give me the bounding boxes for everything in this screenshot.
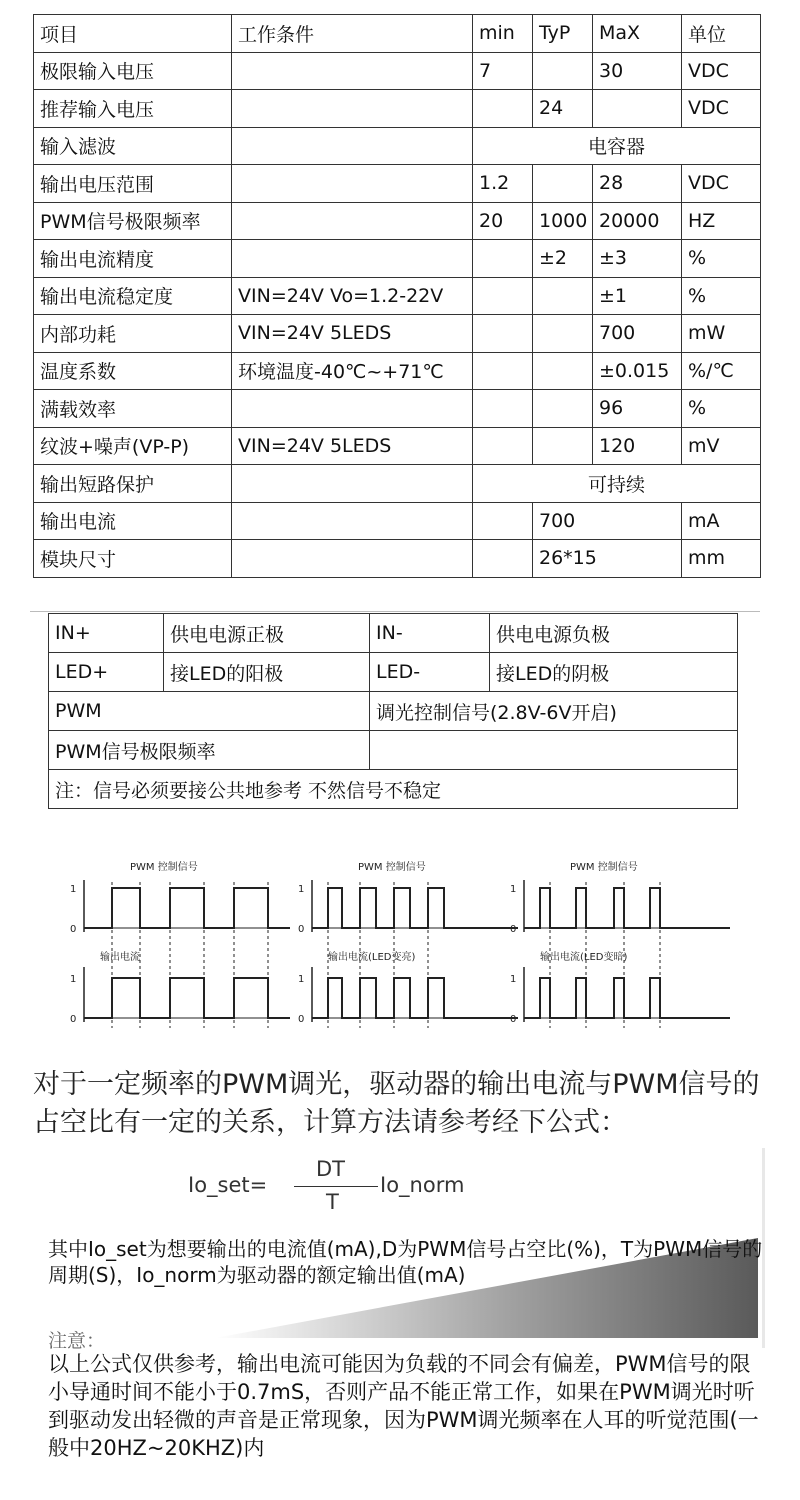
table-row	[34, 427, 761, 465]
table-cell: 纹波+噪声(VP-P)	[34, 427, 232, 465]
pin-table	[48, 613, 738, 809]
table-cell: VIN=24V Vo=1.2-22V	[232, 277, 473, 315]
table-cell	[533, 165, 593, 203]
table-cell: VIN=24V 5LEDS	[232, 427, 473, 465]
pin-desc: 调光控制信号(2.8V-6V开启)	[370, 692, 738, 731]
fraction-bar	[294, 1186, 378, 1187]
pin-note: 注：信号必须要接公共地参考 不然信号不稳定	[49, 770, 738, 809]
pin-desc: 接LED的阴极	[490, 653, 738, 692]
divider	[30, 611, 760, 612]
table-cell: %	[682, 240, 761, 278]
table-cell: 输出电流稳定度	[34, 277, 232, 315]
level-label: 1	[70, 884, 77, 895]
table-row	[34, 90, 761, 128]
table-cell: 工作条件	[232, 15, 473, 53]
table-cell: 20000	[593, 202, 682, 240]
note-label: 注意：	[48, 1330, 106, 1352]
level-label: 1	[510, 884, 517, 895]
table-cell	[232, 502, 473, 540]
table-cell	[533, 277, 593, 315]
pin-row	[49, 770, 738, 809]
formula-numerator: DT	[316, 1157, 345, 1181]
table-cell: ±0.015	[593, 352, 682, 390]
table-cell: PWM信号极限频率	[34, 202, 232, 240]
table-cell	[473, 315, 533, 353]
pin-name: IN-	[370, 614, 490, 653]
table-header-row	[34, 15, 761, 53]
table-cell: TyP	[533, 15, 593, 53]
table-cell: 输入滤波	[34, 127, 232, 165]
table-cell: 1.2	[473, 165, 533, 203]
table-row	[34, 540, 761, 578]
table-cell	[232, 240, 473, 278]
output-label: 输出电流	[100, 952, 140, 963]
table-row	[34, 502, 761, 540]
table-cell	[232, 52, 473, 90]
level-label: 0	[298, 924, 305, 935]
pin-desc: 供电电源负极	[490, 614, 738, 653]
level-label: 0	[70, 1014, 77, 1025]
level-label: 1	[298, 974, 305, 985]
table-cell: 内部功耗	[34, 315, 232, 353]
level-label: 1	[510, 974, 517, 985]
table-cell: mW	[682, 315, 761, 353]
table-cell	[232, 540, 473, 578]
table-cell: 推荐输入电压	[34, 90, 232, 128]
table-cell: 模块尺寸	[34, 540, 232, 578]
table-cell: 输出电流	[34, 502, 232, 540]
formula-lhs: Io_set=	[188, 1173, 268, 1197]
table-cell: %/℃	[682, 352, 761, 390]
table-cell	[232, 165, 473, 203]
table-cell: 24	[533, 90, 593, 128]
formula-rhs: Io_norm	[380, 1173, 465, 1197]
table-row	[34, 202, 761, 240]
table-cell: 20	[473, 202, 533, 240]
level-label: 0	[510, 924, 517, 935]
table-cell	[473, 90, 533, 128]
table-row	[34, 165, 761, 203]
table-row	[34, 390, 761, 428]
table-cell	[232, 390, 473, 428]
table-cell: 1000	[533, 202, 593, 240]
table-cell: 700	[533, 502, 682, 540]
table-cell	[533, 427, 593, 465]
level-label: 0	[70, 924, 77, 935]
output-current-trace	[84, 978, 290, 1018]
table-cell: 项目	[34, 15, 232, 53]
output-label: 输出电流(LED变暗)	[540, 952, 628, 963]
pin-row	[49, 692, 738, 731]
table-cell: 可持续	[473, 465, 761, 503]
table-cell: 电容器	[473, 127, 761, 165]
table-cell: mA	[682, 502, 761, 540]
table-row	[34, 52, 761, 90]
table-cell: 温度系数	[34, 352, 232, 390]
table-cell	[232, 90, 473, 128]
output-current-trace	[312, 978, 518, 1018]
pwm-signal-trace	[84, 888, 290, 928]
table-cell	[533, 352, 593, 390]
spec-table	[33, 14, 761, 578]
description-paragraph: 对于一定频率的PWM调光，驱动器的输出电流与PWM信号的占空比有一定的关系，计算方法请参考经下公式：	[33, 1069, 760, 1138]
formula-denominator: T	[326, 1190, 339, 1214]
pin-desc: 供电电源正极	[164, 614, 370, 653]
table-cell: 输出电流精度	[34, 240, 232, 278]
table-row	[34, 352, 761, 390]
table-cell: 700	[593, 315, 682, 353]
table-row	[34, 240, 761, 278]
pin-desc: 接LED的阳极	[164, 653, 370, 692]
waveform-title: PWM 控制信号	[570, 862, 638, 873]
output-label: 输出电流(LED变亮)	[328, 952, 416, 963]
table-cell	[473, 427, 533, 465]
table-cell	[232, 202, 473, 240]
table-cell: VIN=24V 5LEDS	[232, 315, 473, 353]
table-cell: 7	[473, 52, 533, 90]
table-cell: mm	[682, 540, 761, 578]
output-current-trace	[524, 978, 730, 1018]
table-cell: ±3	[593, 240, 682, 278]
table-cell	[232, 465, 473, 503]
table-cell	[473, 390, 533, 428]
table-cell: 单位	[682, 15, 761, 53]
pin-name: IN+	[49, 614, 164, 653]
table-cell: ±1	[593, 277, 682, 315]
table-row	[34, 465, 761, 503]
level-label: 0	[298, 1014, 305, 1025]
table-cell	[473, 540, 533, 578]
table-cell: 满载效率	[34, 390, 232, 428]
table-cell	[533, 390, 593, 428]
pin-row	[49, 731, 738, 770]
table-cell: 极限输入电压	[34, 52, 232, 90]
pin-row	[49, 614, 738, 653]
table-cell	[593, 90, 682, 128]
table-cell: 输出电压范围	[34, 165, 232, 203]
pin-name: LED+	[49, 653, 164, 692]
table-cell	[473, 502, 533, 540]
table-cell: MaX	[593, 15, 682, 53]
waveform-title: PWM 控制信号	[130, 862, 198, 873]
table-cell: 120	[593, 427, 682, 465]
table-cell	[473, 352, 533, 390]
table-row	[34, 277, 761, 315]
table-row	[34, 315, 761, 353]
note-text: 以上公式仅供参考，输出电流可能因为负载的不同会有偏差，PWM信号的限小导通时间不能小于0.7mS，否则产品不能正常工作，如果在PWM调光时听到驱动发出轻微的声音是正常现象，因为PWM调光频率在人耳的听觉范围(一般中20HZ~20KHZ)内	[48, 1352, 759, 1460]
table-cell: min	[473, 15, 533, 53]
table-cell: ±2	[533, 240, 593, 278]
pwm-signal-trace	[524, 888, 730, 928]
table-cell	[473, 277, 533, 315]
table-cell: 环境温度-40℃~+71℃	[232, 352, 473, 390]
pin-desc	[370, 731, 738, 770]
pin-name: PWM信号极限频率	[49, 731, 370, 770]
table-cell: mV	[682, 427, 761, 465]
pwm-waveform-diagram	[60, 852, 740, 1032]
table-cell: 28	[593, 165, 682, 203]
table-cell: %	[682, 390, 761, 428]
pin-name: PWM	[49, 692, 370, 731]
pin-row	[49, 653, 738, 692]
waveform-title: PWM 控制信号	[358, 862, 426, 873]
pwm-signal-trace	[312, 888, 518, 928]
table-cell: VDC	[682, 165, 761, 203]
level-label: 0	[510, 1014, 517, 1025]
table-row	[34, 127, 761, 165]
table-cell: 输出短路保护	[34, 465, 232, 503]
table-cell	[533, 315, 593, 353]
table-cell	[232, 127, 473, 165]
table-cell: 96	[593, 390, 682, 428]
table-cell: %	[682, 277, 761, 315]
formula-explanation: 其中Io_set为想要输出的电流值(mA),D为PWM信号占空比(%)，T为PWM信号的周期(S)，Io_norm为驱动器的额定输出值(mA)	[48, 1237, 763, 1287]
table-cell: VDC	[682, 52, 761, 90]
table-cell: VDC	[682, 90, 761, 128]
table-cell: 30	[593, 52, 682, 90]
table-cell	[473, 240, 533, 278]
table-cell: 26*15	[533, 540, 682, 578]
table-cell	[533, 52, 593, 90]
level-label: 1	[70, 974, 77, 985]
level-label: 1	[298, 884, 305, 895]
table-cell: HZ	[682, 202, 761, 240]
pin-name: LED-	[370, 653, 490, 692]
